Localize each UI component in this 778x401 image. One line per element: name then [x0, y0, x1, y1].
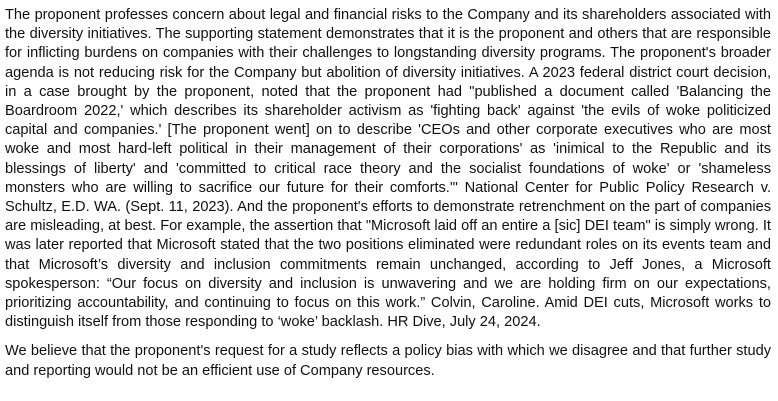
paragraph-proponent-concern: The proponent professes concern about legal and financial risks to the Company and its shareholders associated with the diversity initiatives. The supporting statement demonstrates that it is the proponent and others that are responsible for inflicting burdens on companies with their challenges to longstanding diversity programs. The proponent's broader agenda is not reducing risk for the Company but abolition of diversity initiatives. A 2023 federal district court decision, in a case brought by the proponent, noted that the proponent had "published a document called 'Balancing the Boardroom 2022,' which describes its shareholder activism as 'fighting back' against 'the evils of woke politicized capital and companies.' [The proponent went] on to describe 'CEOs and other corporate executives who are most woke and most hard-left political in their management of their corporations' as 'inimical to the Republic and its blessings of liberty' and 'committed to critical race theory and the socialist foundations of woke' or 'shameless monsters who are willing to sacrifice our future for their comforts.'" National Center for Public Policy Research v. Schultz, E.D. WA. (Sept. 11, 2023). And the proponent's efforts to demonstrate retrenchment on the part of companies are misleading, at best. For example, the assertion that "Microsoft laid off an entire a [sic] DEI team" is simply wrong. It was later reported that Microsoft stated that the two positions eliminated were redundant roles on its events team and that Microsoft’s diversity and inclusion commitments remain unchanged, according to Jeff Jones, a Microsoft spokesperson: “Our focus on diversity and inclusion is unwavering and we are holding firm on our expectations, prioritizing accountability, and continuing to focus on this work.” Colvin, Caroline. Amid DEI cuts, Microsoft works to distinguish itself from those responding to ‘woke’ backlash. HR Dive, July 24, 2024. — [5, 7, 771, 331]
paragraph-board-position: We believe that the proponent's request for a study reflects a policy bias with which we disagree and that further study and reporting would not be an efficient use of Company resources. — [5, 343, 771, 379]
